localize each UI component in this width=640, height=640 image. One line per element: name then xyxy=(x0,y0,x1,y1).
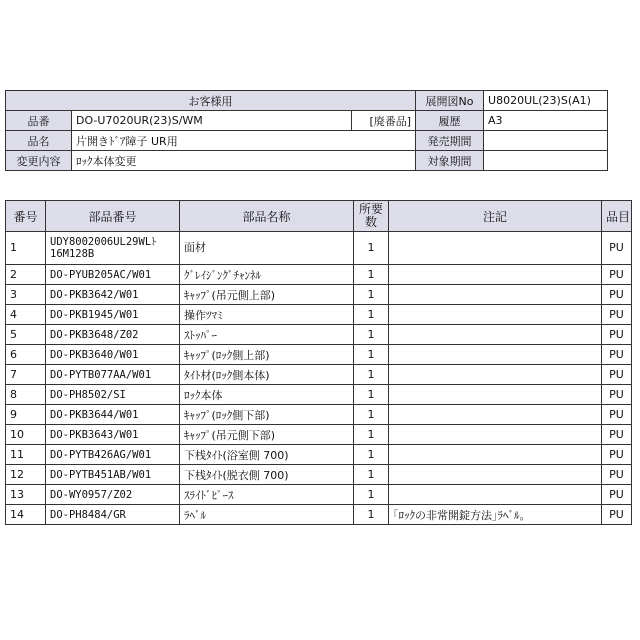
diagram-no-value: U8020UL(23)S(A1) xyxy=(484,91,608,111)
row-note xyxy=(389,325,602,345)
row-part-number: DO-PKB3648/Z02 xyxy=(46,325,180,345)
change-label: 変更内容 xyxy=(6,151,72,171)
info-row-customer xyxy=(6,91,608,111)
row-quantity: 1 xyxy=(354,325,389,345)
row-quantity: 1 xyxy=(354,505,389,525)
row-note: ｢ﾛｯｸの非常開錠方法｣ﾗﾍﾞﾙ｡ xyxy=(389,505,602,525)
table-row xyxy=(6,465,632,485)
row-number: 12 xyxy=(6,465,46,485)
table-row xyxy=(6,365,632,385)
row-part-name: ﾗﾍﾞﾙ xyxy=(180,505,354,525)
customer-label: お客様用 xyxy=(6,91,416,111)
row-quantity: 1 xyxy=(354,465,389,485)
table-row xyxy=(6,405,632,425)
row-number: 11 xyxy=(6,445,46,465)
table-row xyxy=(6,285,632,305)
row-part-number: DO-PKB1945/W01 xyxy=(46,305,180,325)
row-part-name: ｷｬｯﾌﾟ(ﾛｯｸ側上部) xyxy=(180,345,354,365)
history-value: A3 xyxy=(484,111,608,131)
row-quantity: 1 xyxy=(354,265,389,285)
part-no-value: DO-U7020UR(23)S/WM xyxy=(72,111,352,131)
table-row xyxy=(6,425,632,445)
parts-header-row xyxy=(6,201,632,232)
table-row xyxy=(6,345,632,365)
row-part-name: ﾀｲﾄ材(ﾛｯｸ側本体) xyxy=(180,365,354,385)
row-item: PU xyxy=(602,445,632,465)
row-part-name: 下桟ﾀｲﾄ(浴室側 700) xyxy=(180,445,354,465)
row-note xyxy=(389,465,602,485)
row-part-name: ｷｬｯﾌﾟ(吊元側下部) xyxy=(180,425,354,445)
row-part-number: DO-PKB3642/W01 xyxy=(46,285,180,305)
col-header-part-name: 部品名称 xyxy=(180,201,354,232)
row-item: PU xyxy=(602,505,632,525)
row-part-number: DO-PH8484/GR xyxy=(46,505,180,525)
release-period-label: 発売期間 xyxy=(416,131,484,151)
row-item: PU xyxy=(602,285,632,305)
row-note xyxy=(389,365,602,385)
history-label: 履歴 xyxy=(416,111,484,131)
table-row xyxy=(6,232,632,265)
row-item: PU xyxy=(602,345,632,365)
table-row xyxy=(6,265,632,285)
table-row xyxy=(6,445,632,465)
target-period-label: 対象期間 xyxy=(416,151,484,171)
table-row xyxy=(6,485,632,505)
info-row-part-no xyxy=(6,111,608,131)
info-table xyxy=(5,90,608,171)
table-row xyxy=(6,305,632,325)
row-number: 5 xyxy=(6,325,46,345)
table-row xyxy=(6,505,632,525)
row-quantity: 1 xyxy=(354,285,389,305)
col-header-qty: 所要数 xyxy=(354,201,389,232)
change-value: ﾛｯｸ本体変更 xyxy=(72,151,416,171)
parts-table xyxy=(5,200,632,525)
diagram-no-label: 展開図No xyxy=(416,91,484,111)
row-quantity: 1 xyxy=(354,445,389,465)
discontinued-note: [廃番品] xyxy=(352,111,416,131)
row-item: PU xyxy=(602,405,632,425)
product-name-label: 品名 xyxy=(6,131,72,151)
row-part-name: ｷｬｯﾌﾟ(ﾛｯｸ側下部) xyxy=(180,405,354,425)
row-item: PU xyxy=(602,385,632,405)
part-no-label: 品番 xyxy=(6,111,72,131)
row-part-name: ｽﾗｲﾄﾞﾋﾟｰｽ xyxy=(180,485,354,505)
product-name-value: 片開きﾄﾞｱ障子 UR用 xyxy=(72,131,416,151)
info-row-product-name xyxy=(6,131,608,151)
row-quantity: 1 xyxy=(354,345,389,365)
row-item: PU xyxy=(602,465,632,485)
row-number: 10 xyxy=(6,425,46,445)
col-header-part-no: 部品番号 xyxy=(46,201,180,232)
row-item: PU xyxy=(602,425,632,445)
row-quantity: 1 xyxy=(354,485,389,505)
row-part-name: ｷｬｯﾌﾟ(吊元側上部) xyxy=(180,285,354,305)
info-row-change xyxy=(6,151,608,171)
row-part-number: DO-PYTB451AB/W01 xyxy=(46,465,180,485)
row-part-number: DO-PKB3643/W01 xyxy=(46,425,180,445)
col-header-no: 番号 xyxy=(6,201,46,232)
row-quantity: 1 xyxy=(354,385,389,405)
table-row xyxy=(6,385,632,405)
row-number: 1 xyxy=(6,232,46,265)
row-note xyxy=(389,265,602,285)
target-period-value xyxy=(484,151,608,171)
row-note xyxy=(389,405,602,425)
row-note xyxy=(389,385,602,405)
row-item: PU xyxy=(602,365,632,385)
row-part-number: UDY8002006UL29WLﾄ16M128B xyxy=(46,232,180,265)
row-number: 14 xyxy=(6,505,46,525)
row-item: PU xyxy=(602,265,632,285)
row-quantity: 1 xyxy=(354,365,389,385)
row-quantity: 1 xyxy=(354,232,389,265)
col-header-item: 品目 xyxy=(602,201,632,232)
parts-body xyxy=(6,232,632,525)
row-part-number: DO-WY0957/Z02 xyxy=(46,485,180,505)
row-number: 6 xyxy=(6,345,46,365)
release-period-value xyxy=(484,131,608,151)
row-part-name: ｸﾞﾚｲｼﾞﾝｸﾞﾁｬﾝﾈﾙ xyxy=(180,265,354,285)
row-part-number: DO-PKB3640/W01 xyxy=(46,345,180,365)
row-note xyxy=(389,425,602,445)
row-note xyxy=(389,485,602,505)
row-number: 4 xyxy=(6,305,46,325)
row-part-number: DO-PKB3644/W01 xyxy=(46,405,180,425)
row-part-number: DO-PYTB077AA/W01 xyxy=(46,365,180,385)
row-number: 9 xyxy=(6,405,46,425)
row-part-name: 下桟ﾀｲﾄ(脱衣側 700) xyxy=(180,465,354,485)
row-part-number: DO-PYUB205AC/W01 xyxy=(46,265,180,285)
row-number: 2 xyxy=(6,265,46,285)
row-number: 3 xyxy=(6,285,46,305)
row-item: PU xyxy=(602,305,632,325)
row-quantity: 1 xyxy=(354,305,389,325)
row-part-number: DO-PYTB426AG/W01 xyxy=(46,445,180,465)
row-part-name: ｽﾄｯﾊﾟｰ xyxy=(180,325,354,345)
row-item: PU xyxy=(602,232,632,265)
row-item: PU xyxy=(602,325,632,345)
row-note xyxy=(389,445,602,465)
row-part-name: 操作ﾂﾏﾐ xyxy=(180,305,354,325)
row-number: 7 xyxy=(6,365,46,385)
table-row xyxy=(6,325,632,345)
row-note xyxy=(389,305,602,325)
row-note xyxy=(389,285,602,305)
row-number: 13 xyxy=(6,485,46,505)
row-part-name: 面材 xyxy=(180,232,354,265)
col-header-note: 注記 xyxy=(389,201,602,232)
row-number: 8 xyxy=(6,385,46,405)
row-note xyxy=(389,232,602,265)
row-note xyxy=(389,345,602,365)
row-part-name: ﾛｯｸ本体 xyxy=(180,385,354,405)
row-quantity: 1 xyxy=(354,405,389,425)
row-item: PU xyxy=(602,485,632,505)
row-quantity: 1 xyxy=(354,425,389,445)
row-part-number: DO-PH8502/SI xyxy=(46,385,180,405)
